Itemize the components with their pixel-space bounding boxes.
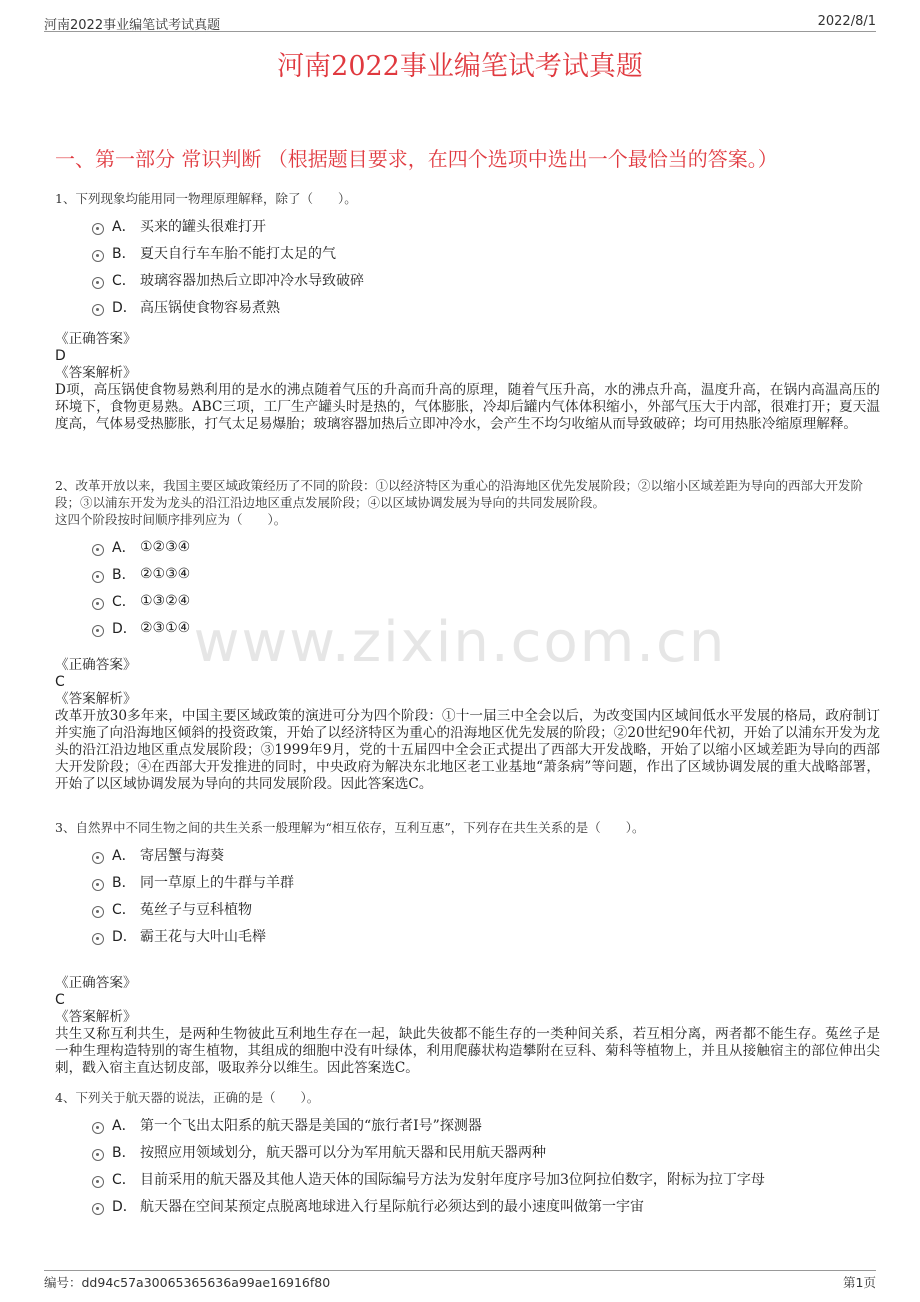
section-heading: 一、第一部分 常识判断 （根据题目要求，在四个选项中选出一个最恰当的答案。） xyxy=(55,147,778,171)
option-b[interactable] xyxy=(55,868,880,895)
answer-value: C xyxy=(55,674,65,690)
watermark: www.zixin.com.cn xyxy=(193,610,727,675)
analysis-heading: 《答案解析》 xyxy=(55,365,137,381)
question-stem: 4、下列关于航天器的说法，正确的是（ ）。 xyxy=(55,1090,320,1105)
footer-divider xyxy=(44,1270,876,1271)
header-doc-name: 河南2022事业编笔试考试真题 xyxy=(44,18,221,33)
option-text: 第一个飞出太阳系的航天器是美国的“旅行者I号”探测器 xyxy=(140,1117,482,1134)
option-letter: B． xyxy=(112,566,136,583)
option-text: 霸王花与大叶山毛榉 xyxy=(140,928,266,945)
option-text: 高压锅使食物容易煮熟 xyxy=(140,299,280,316)
option-c[interactable] xyxy=(55,1165,880,1192)
radio-icon[interactable] xyxy=(92,1149,104,1161)
footer-page-number: 第1页 xyxy=(843,1275,876,1290)
analysis-text: 共生又称互利共生，是两种生物彼此互利地生存在一起，缺此失彼都不能生存的一类种间关系，若互相分离，两者都不能生存。菟丝子是一种生理构造特别的寄生植物，其组成的细胞中没有叶绿体，利用爬藤状构造攀附在豆科、菊科等植物上，并且从接触宿主的部位伸出尖刺，戳入宿主直达韧皮部，吸取养分以维生。因此答案选C。 xyxy=(55,1026,880,1076)
option-c[interactable] xyxy=(55,266,880,293)
answer-block-2 xyxy=(55,657,880,793)
option-list xyxy=(55,533,880,641)
option-text: ②③①④ xyxy=(140,619,191,636)
analysis-heading: 《答案解析》 xyxy=(55,691,137,707)
option-text: 目前采用的航天器及其他人造天体的国际编号方法为发射年度序号加3位阿拉伯数字，附标为拉丁字母 xyxy=(140,1171,765,1188)
option-text: 玻璃容器加热后立即冲冷水导致破碎 xyxy=(140,272,364,289)
footer-doc-id: 编号：dd94c57a30065365636a99ae16916f80 xyxy=(44,1275,331,1290)
answer-heading: 《正确答案》 xyxy=(55,975,137,991)
question-3 xyxy=(55,819,880,949)
radio-icon[interactable] xyxy=(92,250,104,262)
option-text: 夏天自行车车胎不能打太足的气 xyxy=(140,245,336,262)
option-text: ②①③④ xyxy=(140,565,191,582)
option-list xyxy=(55,1111,880,1219)
radio-icon[interactable] xyxy=(92,304,104,316)
option-letter: D． xyxy=(112,299,137,316)
answer-heading: 《正确答案》 xyxy=(55,657,137,673)
question-4 xyxy=(55,1089,880,1219)
radio-icon[interactable] xyxy=(92,1122,104,1134)
option-list xyxy=(55,212,880,320)
option-a[interactable] xyxy=(55,212,880,239)
option-d[interactable] xyxy=(55,922,880,949)
option-text: ①③②④ xyxy=(140,592,191,609)
option-letter: C． xyxy=(112,593,136,610)
answer-block-3 xyxy=(55,975,880,1077)
option-letter: B． xyxy=(112,1144,136,1161)
answer-heading: 《正确答案》 xyxy=(55,331,137,347)
answer-block-1 xyxy=(55,331,880,433)
option-text: 同一草原上的牛群与羊群 xyxy=(140,874,294,891)
option-b[interactable] xyxy=(55,1138,880,1165)
option-letter: D． xyxy=(112,1198,137,1215)
question-stem: 2、改革开放以来，我国主要区域政策经历了不同的阶段：①以经济特区为重心的沿海地区优先发展阶段；②以缩小区域差距为导向的西部大开发阶段；③以浦东开发为龙头的沿江沿边地区重点发展阶段；④以区域协调发展为导向的共同发展阶段。 xyxy=(55,478,863,510)
option-a[interactable] xyxy=(55,1111,880,1138)
answer-value: C xyxy=(55,992,65,1008)
option-d[interactable] xyxy=(55,1192,880,1219)
option-text: 按照应用领域划分，航天器可以分为军用航天器和民用航天器两种 xyxy=(140,1144,546,1161)
option-letter: D． xyxy=(112,928,137,945)
radio-icon[interactable] xyxy=(92,1203,104,1215)
option-b[interactable] xyxy=(55,239,880,266)
question-1 xyxy=(55,190,880,320)
question-stem-continued: 这四个阶段按时间顺序排列应为（ ）。 xyxy=(55,512,287,527)
option-letter: B． xyxy=(112,245,136,262)
option-letter: C． xyxy=(112,272,136,289)
option-a[interactable] xyxy=(55,841,880,868)
analysis-text: D项，高压锅使食物易熟利用的是水的沸点随着气压的升高而升高的原理，随着气压升高，水的沸点升高，温度升高，在锅内高温高压的环境下，食物更易熟。ABC三项，工厂生产罐头时是热的，气体膨胀，冷却后罐内气体体积缩小，外部气压大于内部，很难打开；夏天温度高，气体易受热膨胀，打气太足易爆胎；玻璃容器加热后立即冲冷水，会产生不均匀收缩从而导致破碎；均可用热胀冷缩原理解释。 xyxy=(55,382,880,432)
radio-icon[interactable] xyxy=(92,879,104,891)
option-letter: A． xyxy=(112,1117,136,1134)
header-date: 2022/8/1 xyxy=(817,14,876,29)
option-d[interactable] xyxy=(55,614,880,641)
analysis-heading: 《答案解析》 xyxy=(55,1009,137,1025)
radio-icon[interactable] xyxy=(92,571,104,583)
option-d[interactable] xyxy=(55,293,880,320)
option-text: 寄居蟹与海葵 xyxy=(140,847,224,864)
option-letter: A． xyxy=(112,847,136,864)
header-divider xyxy=(44,31,876,32)
radio-icon[interactable] xyxy=(92,544,104,556)
option-letter: C． xyxy=(112,901,136,918)
radio-icon[interactable] xyxy=(92,625,104,637)
option-list xyxy=(55,841,880,949)
option-text: 航天器在空间某预定点脱离地球进入行星际航行必须达到的最小速度叫做第一宇宙 xyxy=(140,1198,644,1215)
radio-icon[interactable] xyxy=(92,906,104,918)
option-letter: A． xyxy=(112,218,136,235)
option-text: 菟丝子与豆科植物 xyxy=(140,901,252,918)
analysis-text: 改革开放30多年来，中国主要区域政策的演进可分为四个阶段：①十一届三中全会以后，为改变国内区域间低水平发展的格局，政府制订并实施了向沿海地区倾斜的投资政策，开始了以经济特区为重心的沿海地区优先发展的阶段；②20世纪90年代初，开始了以浦东开发为龙头的沿江沿边地区重点发展阶段；③1999年9月，党的十五届四中全会正式提出了西部大开发战略，开始了以缩小区域差距为导向的西部大开发阶段；④在西部大开发推进的同时，中央政府为解决东北地区老工业基地“萧条病”等问题，作出了区域协调发展的重大战略部署，开始了以区域协调发展为导向的共同发展阶段。因此答案选C。 xyxy=(55,708,880,792)
option-c[interactable] xyxy=(55,587,880,614)
option-text: 买来的罐头很难打开 xyxy=(140,218,266,235)
radio-icon[interactable] xyxy=(92,852,104,864)
option-letter: C． xyxy=(112,1171,136,1188)
document-title: 河南2022事业编笔试考试真题 xyxy=(277,51,643,82)
question-stem: 3、自然界中不同生物之间的共生关系一般理解为“相互依存，互利互惠”，下列存在共生关系的是（ ）。 xyxy=(55,820,645,835)
page-header xyxy=(0,0,920,32)
radio-icon[interactable] xyxy=(92,223,104,235)
radio-icon[interactable] xyxy=(92,933,104,945)
radio-icon[interactable] xyxy=(92,1176,104,1188)
option-c[interactable] xyxy=(55,895,880,922)
option-b[interactable] xyxy=(55,560,880,587)
radio-icon[interactable] xyxy=(92,598,104,610)
option-text: ①②③④ xyxy=(140,538,191,555)
answer-value: D xyxy=(55,348,66,364)
option-letter: B． xyxy=(112,874,136,891)
radio-icon[interactable] xyxy=(92,277,104,289)
option-a[interactable] xyxy=(55,533,880,560)
option-letter: D． xyxy=(112,620,137,637)
question-stem: 1、下列现象均能用同一物理原理解释，除了（ ）。 xyxy=(55,191,357,206)
option-letter: A． xyxy=(112,539,136,556)
question-2 xyxy=(55,477,880,641)
